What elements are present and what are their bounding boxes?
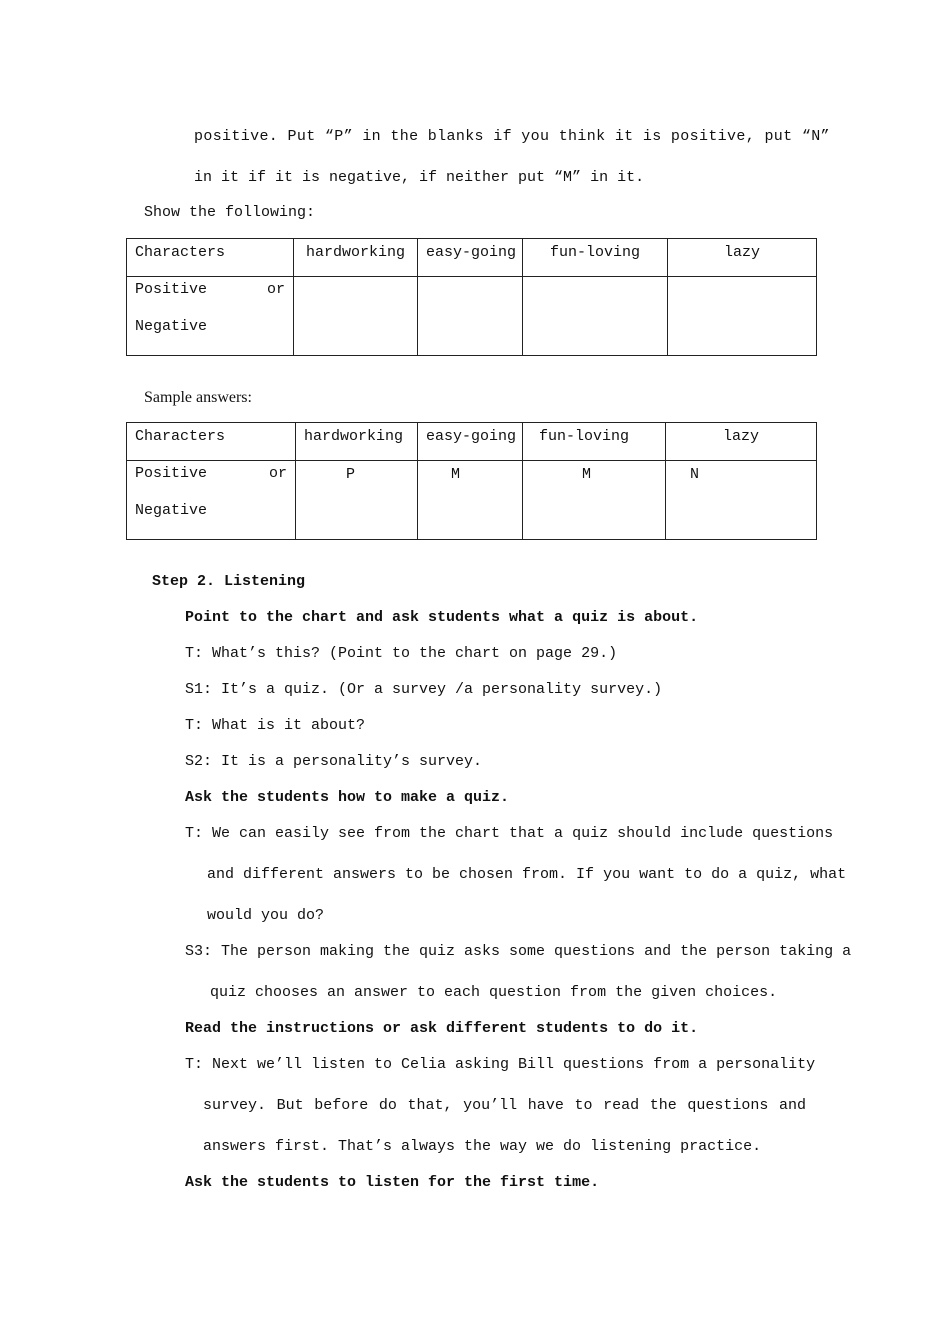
table-row: [127, 277, 817, 356]
header-cell: Characters: [127, 423, 296, 461]
sample-answers-label: Sample answers:: [144, 389, 252, 406]
row-label-cell: Positive or Negative: [127, 461, 296, 540]
row-label-cell: Positive or Negative: [127, 277, 294, 356]
table-row: [127, 461, 817, 540]
dialogue-s1: S1: It’s a quiz. (Or a survey /a personality survey.): [185, 681, 663, 698]
dialogue-t4-line-3: answers first. That’s always the way we do listening practice.: [203, 1138, 762, 1155]
dialogue-t3-line-3: would you do?: [207, 907, 325, 924]
answer-cell: P: [296, 461, 418, 540]
dialogue-t1: T: What’s this? (Point to the chart on page 29.): [185, 645, 618, 662]
dialogue-t4-line-1: T: Next we’ll listen to Celia asking Bill questions from a personality: [185, 1056, 816, 1073]
instruction-4: Ask the students to listen for the first time.: [185, 1174, 600, 1191]
dialogue-t3-line-2: and different answers to be chosen from. If you want to do a quiz, what: [207, 866, 847, 883]
answer-cell: N: [666, 461, 817, 540]
dialogue-t3-line-1: T: We can easily see from the chart that a quiz should include questions: [185, 825, 834, 842]
dialogue-s3-line-1: S3: The person making the quiz asks some questions and the person taking a: [185, 943, 852, 960]
header-cell: fun-loving: [523, 239, 668, 277]
answer-blank[interactable]: [418, 277, 523, 356]
header-cell: easy-going: [418, 239, 523, 277]
header-cell: hardworking: [294, 239, 418, 277]
header-cell: fun-loving: [523, 423, 666, 461]
table-header-row: [127, 423, 817, 461]
answer-blank[interactable]: [668, 277, 817, 356]
dialogue-s3-line-2: quiz chooses an answer to each question from the given choices.: [210, 984, 778, 1001]
sample-answers-table: [126, 422, 817, 540]
intro-line-1: [194, 128, 830, 145]
intro-line-2: in it if it is negative, if neither put “M” in it.: [194, 169, 645, 186]
dialogue-t4-line-2: survey. But before do that, you’ll have to read the questions and: [203, 1097, 806, 1114]
dialogue-t2: T: What is it about?: [185, 717, 366, 734]
answer-blank[interactable]: [523, 277, 668, 356]
instruction-1: Point to the chart and ask students what a quiz is about.: [185, 609, 699, 626]
header-cell: easy-going: [418, 423, 523, 461]
step-2-heading: Step 2. Listening: [152, 573, 306, 590]
header-cell: lazy: [668, 239, 817, 277]
answer-cell: M: [418, 461, 523, 540]
header-cell: hardworking: [296, 423, 418, 461]
intro-line-1-text: positive. Put “P” in the blanks if you think it is positive, put “N”: [194, 128, 830, 145]
show-following-label: Show the following:: [144, 204, 316, 221]
answer-cell: M: [523, 461, 666, 540]
dialogue-s2: S2: It is a personality’s survey.: [185, 753, 483, 770]
header-cell: Characters: [127, 239, 294, 277]
characters-table: [126, 238, 817, 356]
answer-blank[interactable]: [294, 277, 418, 356]
header-cell: lazy: [666, 423, 817, 461]
instruction-3: Read the instructions or ask different students to do it.: [185, 1020, 699, 1037]
instruction-2: Ask the students how to make a quiz.: [185, 789, 510, 806]
table-header-row: [127, 239, 817, 277]
